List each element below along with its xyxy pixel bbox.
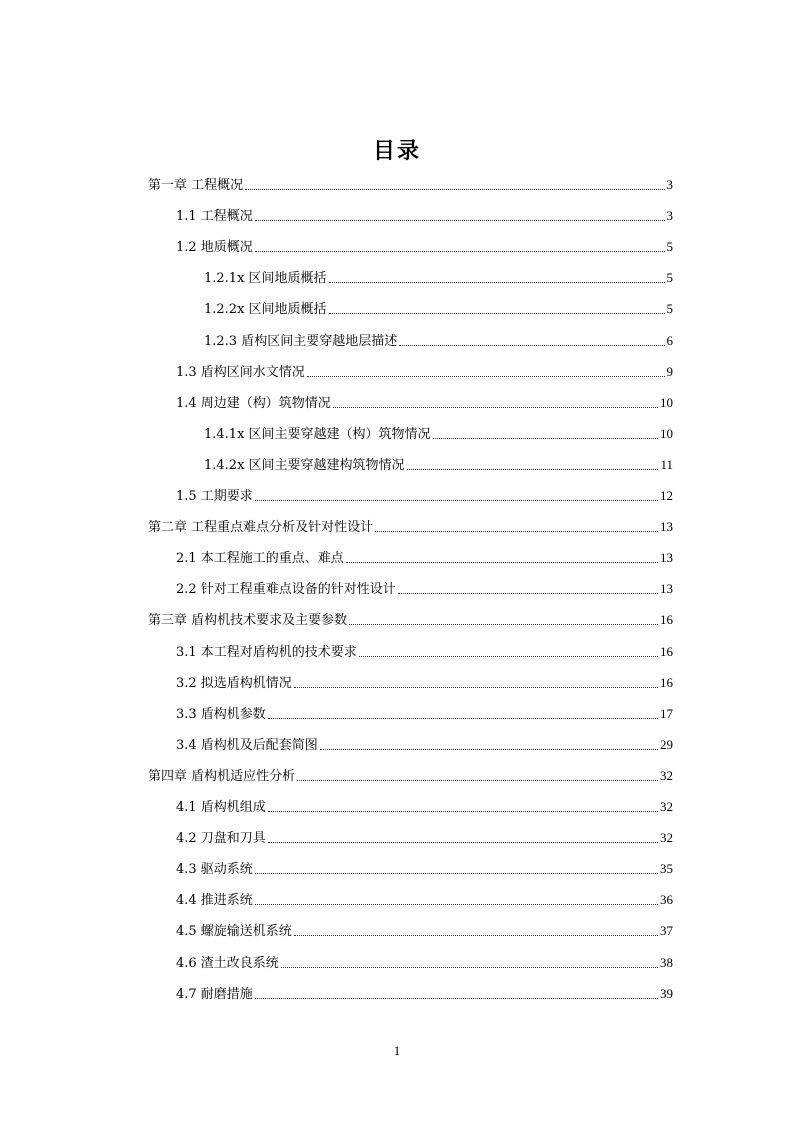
- toc-entry[interactable]: [204, 424, 673, 444]
- toc-entry-page: 5: [666, 239, 673, 254]
- toc-entry-label: 1.3 盾构区间水文情况: [176, 365, 305, 380]
- toc-leader-dots: [307, 376, 665, 377]
- toc-entry-page: 5: [666, 301, 673, 316]
- toc-entry-label: 1.1 工程概况: [176, 209, 253, 224]
- toc-entry-page: 10: [660, 426, 673, 441]
- toc-entry-label: 4.2 刀盘和刀具: [176, 831, 266, 846]
- toc-entry-label: 第三章 盾构机技术要求及主要参数: [148, 613, 348, 628]
- toc-entry-page: 13: [660, 581, 673, 596]
- toc-leader-dots: [268, 718, 658, 719]
- toc-leader-dots: [297, 780, 658, 781]
- toc-leader-dots: [294, 687, 658, 688]
- toc-entry[interactable]: [176, 579, 673, 599]
- toc-entry-page: 35: [660, 861, 673, 876]
- toc-entry[interactable]: [176, 953, 673, 973]
- toc-entry[interactable]: [204, 455, 673, 475]
- toc-entry-page: 9: [666, 364, 673, 379]
- toc-entry[interactable]: [176, 735, 673, 755]
- toc-leader-dots: [255, 251, 665, 252]
- toc-leader-dots: [329, 282, 665, 283]
- toc-entry[interactable]: [204, 299, 673, 319]
- toc-entry[interactable]: [148, 175, 673, 195]
- toc-entry[interactable]: [176, 921, 673, 941]
- toc-leader-dots: [329, 313, 665, 314]
- toc-entry-label: 1.2 地质概况: [176, 240, 253, 255]
- toc-entry-label: 2.1 本工程施工的重点、难点: [176, 551, 344, 566]
- toc-entry-label: 1.2.2x 区间地质概括: [204, 302, 327, 317]
- toc-entry-label: 1.4.1x 区间主要穿越建（构）筑物情况: [204, 427, 431, 442]
- toc-entry-label: 4.3 驱动系统: [176, 862, 253, 877]
- toc-leader-dots: [245, 189, 664, 190]
- toc-entry[interactable]: [176, 890, 673, 910]
- toc-entry-page: 3: [666, 208, 673, 223]
- toc-entry-page: 37: [660, 923, 673, 938]
- toc-entry-label: 第一章 工程概况: [148, 178, 244, 193]
- toc-leader-dots: [268, 811, 658, 812]
- toc-leader-dots: [398, 593, 658, 594]
- toc-entry-page: 29: [660, 737, 673, 752]
- toc-entry[interactable]: [176, 548, 673, 568]
- toc-leader-dots: [407, 469, 659, 470]
- toc-entry-page: 5: [666, 270, 673, 285]
- toc-entry[interactable]: [148, 517, 673, 537]
- toc-entry-page: 39: [660, 986, 673, 1001]
- toc-entry-label: 1.4.2x 区间主要穿越建构筑物情况: [204, 458, 405, 473]
- toc-entry-page: 32: [660, 768, 673, 783]
- toc-entry[interactable]: [176, 642, 673, 662]
- toc-entry-label: 4.5 螺旋输送机系统: [176, 924, 292, 939]
- toc-leader-dots: [255, 998, 658, 999]
- toc-entry[interactable]: [176, 362, 673, 382]
- toc-entry-label: 4.7 耐磨措施: [176, 987, 253, 1002]
- toc-entry[interactable]: [176, 486, 673, 506]
- toc-entry-page: 32: [660, 830, 673, 845]
- toc-leader-dots: [346, 562, 658, 563]
- toc-leader-dots: [399, 345, 664, 346]
- toc-entry-label: 3.1 本工程对盾构机的技术要求: [176, 645, 357, 660]
- toc-title: 目录: [372, 139, 421, 164]
- toc-entry-label: 1.4 周边建（构）筑物情况: [176, 396, 331, 411]
- toc-leader-dots: [359, 656, 658, 657]
- toc-entry[interactable]: [176, 393, 673, 413]
- toc-leader-dots: [255, 904, 658, 905]
- toc-entry[interactable]: [176, 704, 673, 724]
- toc-entry-page: 6: [666, 333, 673, 348]
- toc-leader-dots: [255, 500, 658, 501]
- toc-entry-label: 3.4 盾构机及后配套简图: [176, 738, 318, 753]
- toc-entry-page: 16: [660, 612, 673, 627]
- toc-entry-label: 第四章 盾构机适应性分析: [148, 769, 296, 784]
- toc-entry-label: 4.4 推进系统: [176, 893, 253, 908]
- toc-leader-dots: [281, 967, 658, 968]
- toc-entry[interactable]: [176, 984, 673, 1004]
- page-number: 1: [393, 1043, 401, 1058]
- toc-entry-page: 16: [660, 644, 673, 659]
- toc-entry-page: 10: [660, 395, 673, 410]
- toc-entry[interactable]: [176, 206, 673, 226]
- toc-entry-label: 3.2 拟选盾构机情况: [176, 676, 292, 691]
- toc-entry[interactable]: [176, 797, 673, 817]
- toc-entry-page: 32: [660, 799, 673, 814]
- toc-entry[interactable]: [176, 828, 673, 848]
- toc-entry-label: 4.1 盾构机组成: [176, 800, 266, 815]
- toc-entry-label: 2.2 针对工程重难点设备的针对性设计: [176, 582, 396, 597]
- toc-entry[interactable]: [176, 859, 673, 879]
- toc-leader-dots: [433, 438, 658, 439]
- toc-leader-dots: [255, 220, 665, 221]
- toc-entry-page: 17: [660, 706, 673, 721]
- toc-entry-page: 13: [660, 519, 673, 534]
- toc-entry-page: 12: [660, 488, 673, 503]
- toc-entry[interactable]: [148, 766, 673, 786]
- toc-entry-label: 1.2.3 盾构区间主要穿越地层描述: [204, 334, 398, 349]
- toc-leader-dots: [320, 749, 658, 750]
- toc-entry-label: 1.2.1x 区间地质概括: [204, 271, 327, 286]
- toc-entry-page: 36: [660, 892, 673, 907]
- toc-entry-page: 13: [660, 550, 673, 565]
- toc-entry-label: 1.5 工期要求: [176, 489, 253, 504]
- toc-entry[interactable]: [204, 331, 673, 351]
- toc-leader-dots: [349, 624, 658, 625]
- toc-entry-label: 3.3 盾构机参数: [176, 707, 266, 722]
- toc-leader-dots: [255, 873, 658, 874]
- toc-entry[interactable]: [176, 673, 673, 693]
- toc-entry-label: 第二章 工程重点难点分析及针对性设计: [148, 520, 374, 535]
- toc-leader-dots: [375, 531, 658, 532]
- toc-entry-page: 3: [666, 177, 673, 192]
- toc-entry[interactable]: [148, 610, 673, 630]
- toc-leader-dots: [294, 935, 658, 936]
- toc-entry-label: 4.6 渣土改良系统: [176, 956, 279, 971]
- toc-entry[interactable]: [204, 268, 673, 288]
- toc-leader-dots: [268, 842, 658, 843]
- toc-entry-page: 16: [660, 675, 673, 690]
- toc-entry-page: 38: [660, 955, 673, 970]
- toc-entry-page: 11: [660, 457, 673, 472]
- toc-leader-dots: [333, 407, 658, 408]
- toc-entry[interactable]: [176, 237, 673, 257]
